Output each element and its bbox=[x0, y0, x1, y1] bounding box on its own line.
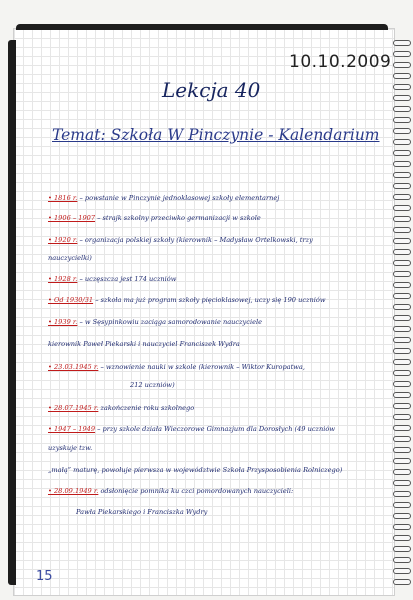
spiral-ring bbox=[393, 557, 411, 563]
spiral-ring bbox=[393, 546, 411, 552]
entry-text: 212 uczniów) bbox=[130, 381, 175, 389]
page-number: 15 bbox=[36, 569, 53, 584]
timeline-entry bbox=[48, 363, 305, 371]
spiral-ring bbox=[393, 370, 411, 376]
spiral-ring bbox=[393, 139, 411, 145]
entry-text: uzyskuje tzw. bbox=[48, 444, 93, 452]
spiral-ring bbox=[393, 84, 411, 90]
spiral-ring bbox=[393, 205, 411, 211]
spiral-ring bbox=[393, 337, 411, 343]
timeline-entry-continuation bbox=[48, 340, 240, 348]
spiral-ring bbox=[393, 282, 411, 288]
entry-year: • 1906 – 1907 bbox=[48, 214, 96, 222]
entry-text: „małą” maturę, powołuje pierwsza w województwie Szkoła Przysposobienia Rolniczego) bbox=[48, 466, 343, 474]
timeline-entry bbox=[48, 275, 176, 283]
entry-year: • 1947 – 1949 bbox=[48, 425, 96, 433]
timeline-entry-continuation bbox=[48, 466, 342, 474]
entry-text: – w Sęsypinkowiu zaciąga samorodowanie nauczyciele bbox=[77, 318, 262, 326]
spiral-ring bbox=[393, 447, 411, 453]
spiral-ring bbox=[393, 40, 411, 46]
spiral-ring bbox=[393, 392, 411, 398]
spiral-ring bbox=[393, 414, 411, 420]
entry-year: • 1920 r. bbox=[48, 236, 78, 244]
spiral-ring bbox=[393, 293, 411, 299]
spiral-ring bbox=[393, 513, 411, 519]
spiral-ring bbox=[393, 436, 411, 442]
entry-year: • 23.03.1945 r. bbox=[48, 363, 99, 371]
timeline-entry bbox=[48, 214, 261, 222]
lesson-topic: Temat: Szkoła W Pinczynie - Kalendarium bbox=[52, 126, 380, 144]
notebook-top-edge bbox=[16, 24, 388, 30]
entry-text: – przy szkole działa Wieczorowe Gimnazjum dla Dorosłych (49 uczniów bbox=[95, 425, 335, 433]
spiral-ring bbox=[393, 568, 411, 574]
spiral-ring bbox=[393, 425, 411, 431]
entry-text: – uczęszcza jest 174 uczniów bbox=[77, 275, 177, 283]
entry-year: • 1816 r. bbox=[48, 194, 78, 202]
entry-text: – strajk szkolny przeciwko germanizacji w szkole bbox=[95, 214, 261, 222]
spiral-ring bbox=[393, 117, 411, 123]
spiral-ring bbox=[393, 502, 411, 508]
entry-text: nauczycielki) bbox=[48, 254, 92, 262]
spiral-ring bbox=[393, 95, 411, 101]
timeline-entry bbox=[48, 487, 293, 495]
entry-year: • 28.09.1949 r. bbox=[48, 487, 99, 495]
spiral-ring bbox=[393, 106, 411, 112]
timeline-entry bbox=[48, 425, 335, 433]
spiral-ring bbox=[393, 238, 411, 244]
spiral-ring bbox=[393, 535, 411, 541]
entry-text: odsłonięcie pomnika ku czci pomordowanych nauczycieli: bbox=[98, 487, 294, 495]
spiral-ring bbox=[393, 51, 411, 57]
spiral-ring bbox=[393, 359, 411, 365]
spiral-ring bbox=[393, 73, 411, 79]
spiral-ring bbox=[393, 315, 411, 321]
lesson-title: Lekcja 40 bbox=[162, 78, 261, 102]
timeline-entry-continuation bbox=[76, 508, 207, 516]
spiral-ring bbox=[393, 183, 411, 189]
entry-text: – organizacja polskiej szkoły (kierownik – Madysław Ortelkowski, trzy bbox=[77, 236, 313, 244]
entry-text: – wznowienie nauki w szkole (kierownik – Wiktor Kuropatwa, bbox=[98, 363, 305, 371]
entry-text: Pawła Piekarskiego i Franciszka Wydry bbox=[76, 508, 208, 516]
spiral-ring bbox=[393, 128, 411, 134]
spiral-ring bbox=[393, 150, 411, 156]
timeline-entry bbox=[48, 194, 279, 202]
spiral-ring bbox=[393, 326, 411, 332]
spiral-ring bbox=[393, 469, 411, 475]
spiral-ring bbox=[393, 480, 411, 486]
spiral-ring bbox=[393, 403, 411, 409]
entry-year: • 28.07.1945 r. bbox=[48, 404, 99, 412]
spiral-ring bbox=[393, 458, 411, 464]
entry-year: • 1939 r. bbox=[48, 318, 78, 326]
spiral-binding bbox=[391, 34, 413, 594]
entry-text: – szkoła ma już program szkoły pięcioklasowej, uczy się 190 uczniów bbox=[93, 296, 326, 304]
timeline-entry-continuation bbox=[48, 254, 92, 262]
spiral-ring bbox=[393, 172, 411, 178]
entry-text: kierownik Paweł Piekarski i nauczyciel Franciszek Wydra bbox=[48, 340, 240, 348]
timeline-entry bbox=[48, 236, 313, 244]
notebook-spine bbox=[8, 40, 16, 585]
spiral-ring bbox=[393, 216, 411, 222]
spiral-ring bbox=[393, 304, 411, 310]
timeline-entry-continuation bbox=[48, 444, 92, 452]
timeline-entry bbox=[48, 404, 194, 412]
spiral-ring bbox=[393, 161, 411, 167]
spiral-ring bbox=[393, 260, 411, 266]
timeline-entry bbox=[48, 318, 262, 326]
spiral-ring bbox=[393, 524, 411, 530]
timeline-entry-continuation bbox=[130, 381, 175, 389]
entry-text: – powstanie w Pinczynie jednoklasowej szkoły elementarnej bbox=[77, 194, 280, 202]
entry-year: • Od 1930/31 bbox=[48, 296, 94, 304]
entry-text: zakończenie roku szkolnego bbox=[98, 404, 195, 412]
spiral-ring bbox=[393, 348, 411, 354]
timeline-entry bbox=[48, 296, 325, 304]
spiral-ring bbox=[393, 491, 411, 497]
lesson-date: 10.10.2009 bbox=[289, 52, 392, 72]
entry-year: • 1928 r. bbox=[48, 275, 78, 283]
spiral-ring bbox=[393, 227, 411, 233]
spiral-ring bbox=[393, 62, 411, 68]
spiral-ring bbox=[393, 271, 411, 277]
spiral-ring bbox=[393, 249, 411, 255]
spiral-ring bbox=[393, 579, 411, 585]
spiral-ring bbox=[393, 194, 411, 200]
spiral-ring bbox=[393, 381, 411, 387]
